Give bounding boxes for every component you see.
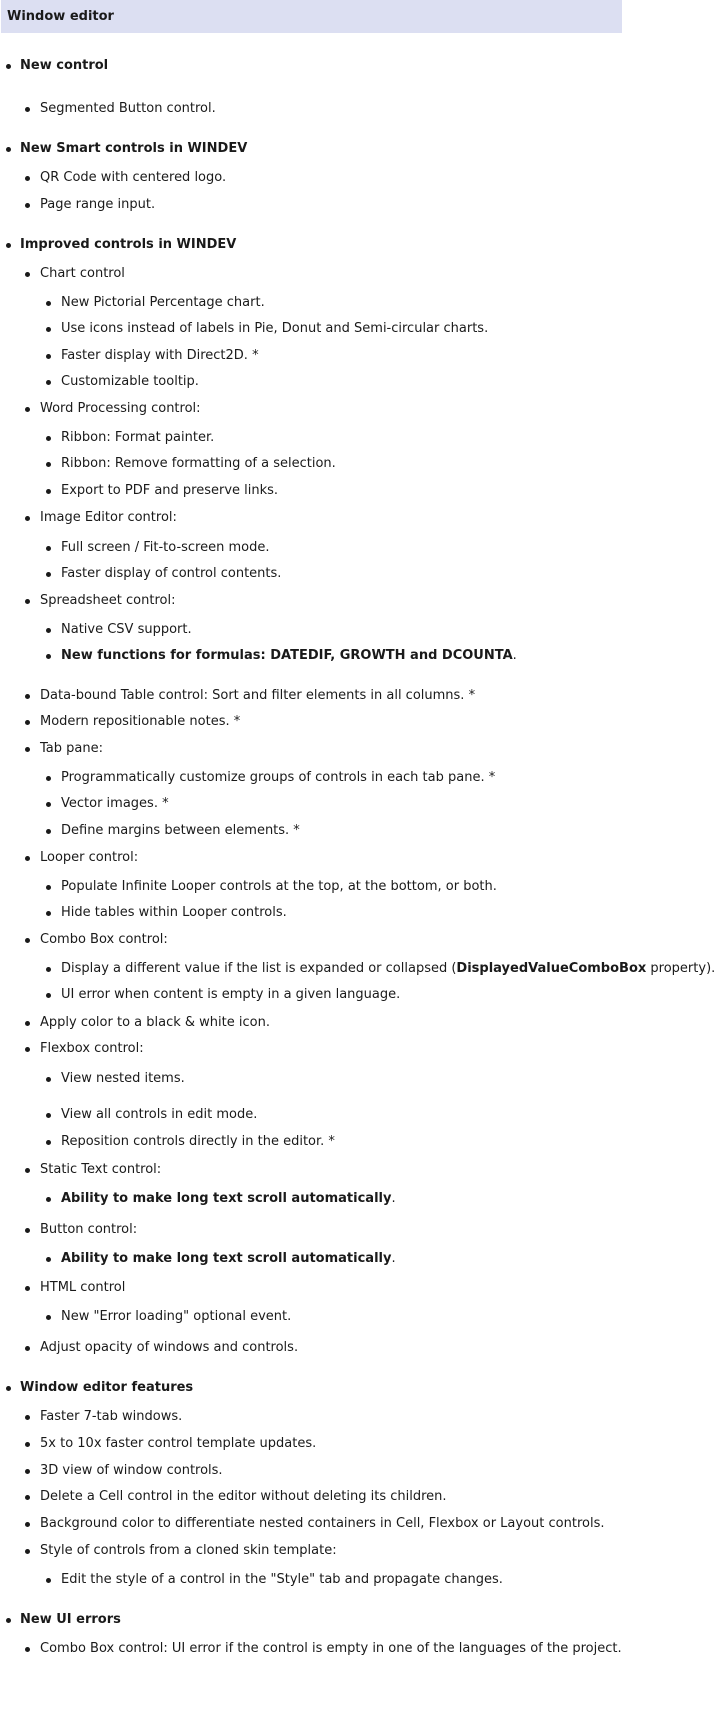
text-run: QR Code with centered logo. <box>40 170 227 185</box>
bullet-icon <box>25 1442 30 1447</box>
emphasis-text: New functions for formulas: DATEDIF, GROWTH and DCOUNTA <box>61 648 513 663</box>
text-run: Flexbox control: <box>40 1041 144 1056</box>
text-run: Page range input. <box>40 197 156 212</box>
text-run: Combo Box control: UI error if the control is empty in one of the languages of the project. <box>40 1641 622 1656</box>
text-run: Adjust opacity of windows and controls. <box>40 1340 299 1355</box>
bullet-icon <box>46 301 51 306</box>
list-item-text <box>40 168 226 188</box>
list-item-text <box>40 1278 125 1298</box>
list-item-text <box>40 1039 144 1059</box>
text-run: Combo Box control: <box>40 932 168 947</box>
text-run: Static Text control: <box>40 1162 162 1177</box>
bullet-icon <box>25 694 30 699</box>
page-title: Window editor <box>1 0 622 33</box>
text-run: 3D view of window controls. <box>40 1463 223 1478</box>
list-item-text <box>40 1220 137 1240</box>
list-item-text <box>61 1069 185 1089</box>
list-item-text <box>61 319 488 339</box>
list-item-text <box>40 591 175 611</box>
list-item-text <box>40 1461 223 1481</box>
emphasis-text: Ability to make long text scroll automatically <box>61 1251 392 1266</box>
list-item-text <box>40 930 168 950</box>
list-item-text <box>40 1160 161 1180</box>
text-run: Define margins between elements. * <box>61 823 300 838</box>
bullet-icon <box>25 1228 30 1233</box>
text-run: Data-bound Table control: Sort and filter elements in all columns. * <box>40 688 476 703</box>
list-item-text <box>61 768 495 788</box>
bullet-icon <box>46 572 51 577</box>
list-item-text <box>61 428 214 448</box>
list-item-text <box>61 877 497 897</box>
bullet-icon <box>46 327 51 332</box>
bullet-icon <box>25 516 30 521</box>
list-item-text <box>40 1338 298 1358</box>
bullet-icon <box>46 1315 51 1320</box>
text-run: Faster display of control contents. <box>61 566 282 581</box>
text-run: New Smart controls in WINDEV <box>20 141 248 156</box>
bullet-icon <box>6 64 11 69</box>
bullet-icon <box>25 407 30 412</box>
bullet-icon <box>46 967 51 972</box>
bullet-icon <box>25 599 30 604</box>
bullet-icon <box>25 1495 30 1500</box>
bullet-icon <box>46 1077 51 1082</box>
bullet-icon <box>25 1286 30 1291</box>
bullet-icon <box>25 1647 30 1652</box>
bullet-icon <box>25 107 30 112</box>
bullet-icon <box>46 776 51 781</box>
bullet-icon <box>46 1197 51 1202</box>
text-run: HTML control <box>40 1280 126 1295</box>
list-item-text <box>61 372 199 392</box>
list-item-text <box>20 1610 121 1630</box>
list-item-text <box>40 848 138 868</box>
text-run: Populate Infinite Looper controls at the top, at the bottom, or both. <box>61 879 497 894</box>
bullet-icon <box>46 462 51 467</box>
text-run: Improved controls in WINDEV <box>20 237 237 252</box>
text-run: New UI errors <box>20 1612 121 1627</box>
text-run: Native CSV support. <box>61 622 192 637</box>
bullet-icon <box>25 176 30 181</box>
bullet-icon <box>25 1522 30 1527</box>
list-item-text <box>61 564 281 584</box>
list-item-text <box>61 794 169 814</box>
list-item-text <box>40 399 201 419</box>
text-run: Apply color to a black & white icon. <box>40 1015 270 1030</box>
bullet-icon <box>46 1257 51 1262</box>
text-run: Full screen / Fit-to-screen mode. <box>61 540 270 555</box>
bullet-icon <box>25 747 30 752</box>
text-run: Ribbon: Format painter. <box>61 430 215 445</box>
list-item-text <box>20 235 236 255</box>
text-run: Faster 7-tab windows. <box>40 1409 183 1424</box>
bullet-icon <box>46 436 51 441</box>
bullet-icon <box>25 272 30 277</box>
bullet-icon <box>46 354 51 359</box>
text-run: Spreadsheet control: <box>40 593 176 608</box>
text-run: Image Editor control: <box>40 510 177 525</box>
text-run: 5x to 10x faster control template updates. <box>40 1436 317 1451</box>
bullet-icon <box>46 1113 51 1118</box>
list-item-text <box>61 821 300 841</box>
list-item-text <box>40 1487 447 1507</box>
bullet-icon <box>25 1549 30 1554</box>
text-run: Window editor features <box>20 1380 194 1395</box>
text-run: Chart control <box>40 266 125 281</box>
list-item-text <box>40 508 177 528</box>
list-item-text <box>40 1514 604 1534</box>
text-run: Modern repositionable notes. * <box>40 714 241 729</box>
bullet-icon <box>25 856 30 861</box>
bullet-icon <box>46 546 51 551</box>
list-item-text <box>61 985 400 1005</box>
bullet-icon <box>25 1346 30 1351</box>
bullet-icon <box>25 938 30 943</box>
text-run: Export to PDF and preserve links. <box>61 483 279 498</box>
list-item-text <box>61 293 265 313</box>
list-item-text <box>61 1132 335 1152</box>
text-run: Reposition controls directly in the editor. * <box>61 1134 335 1149</box>
bullet-icon <box>25 1469 30 1474</box>
bullet-icon <box>25 1415 30 1420</box>
bullet-icon <box>25 720 30 725</box>
list-item-text <box>40 195 155 215</box>
text-run: . <box>512 648 517 663</box>
text-run: Display a different value if the list is expanded or collapsed ( <box>61 961 457 976</box>
text-run: Segmented Button control. <box>40 101 216 116</box>
text-run: New control <box>20 58 109 73</box>
bullet-icon <box>6 1618 11 1623</box>
list-item-text <box>20 56 108 76</box>
list-item-text <box>40 686 475 706</box>
bullet-icon <box>46 654 51 659</box>
bullet-icon <box>46 489 51 494</box>
list-item-text <box>61 1189 396 1209</box>
list-item-text <box>61 646 517 666</box>
text-run: Customizable tooltip. <box>61 374 199 389</box>
emphasis-text: Ability to make long text scroll automatically <box>61 1191 392 1206</box>
text-run: Use icons instead of labels in Pie, Donut and Semi-circular charts. <box>61 321 489 336</box>
text-run: Edit the style of a control in the "Style" tab and propagate changes. <box>61 1572 503 1587</box>
list-item-text <box>40 712 240 732</box>
bullet-icon <box>46 911 51 916</box>
list-item-text <box>40 1541 337 1561</box>
bullet-icon <box>46 802 51 807</box>
bullet-icon <box>6 243 11 248</box>
bullet-icon <box>6 1386 11 1391</box>
list-item-text <box>40 739 103 759</box>
text-run: Looper control: <box>40 850 139 865</box>
text-run: Vector images. * <box>61 796 169 811</box>
list-item-text <box>61 903 287 923</box>
emphasis-text: DisplayedValueComboBox <box>456 961 647 976</box>
text-run: . <box>391 1251 396 1266</box>
list-item-text <box>61 1105 257 1125</box>
text-run: Ribbon: Remove formatting of a selection. <box>61 456 336 471</box>
bullet-icon <box>25 1047 30 1052</box>
list-item-text <box>61 538 269 558</box>
text-run: Delete a Cell control in the editor without deleting its children. <box>40 1489 447 1504</box>
list-item-text <box>61 346 259 366</box>
list-item-text <box>40 99 216 119</box>
bullet-icon <box>46 380 51 385</box>
text-run: . <box>391 1191 396 1206</box>
list-item-text <box>20 1378 193 1398</box>
bullet-icon <box>46 993 51 998</box>
text-run: View nested items. <box>61 1071 185 1086</box>
bullet-icon <box>46 829 51 834</box>
text-run: Hide tables within Looper controls. <box>61 905 287 920</box>
text-run: Programmatically customize groups of controls in each tab pane. * <box>61 770 496 785</box>
bullet-icon <box>46 1578 51 1583</box>
list-item-text <box>61 1249 396 1269</box>
list-item-text <box>61 1570 503 1590</box>
list-item-text <box>61 481 278 501</box>
text-run: Button control: <box>40 1222 138 1237</box>
text-run: New "Error loading" optional event. <box>61 1309 292 1324</box>
text-run: Faster display with Direct2D. * <box>61 348 259 363</box>
text-run: View all controls in edit mode. <box>61 1107 258 1122</box>
list-item-text <box>40 1639 622 1659</box>
bullet-icon <box>25 1021 30 1026</box>
text-run: Word Processing control: <box>40 401 201 416</box>
list-item-text <box>61 620 192 640</box>
text-run: Style of controls from a cloned skin template: <box>40 1543 337 1558</box>
bullet-icon <box>25 1168 30 1173</box>
text-run: UI error when content is empty in a given language. <box>61 987 401 1002</box>
list-item-text <box>61 959 715 979</box>
list-item-text <box>61 454 336 474</box>
list-item-text <box>40 1434 316 1454</box>
bullet-icon <box>25 203 30 208</box>
list-item-text <box>61 1307 291 1327</box>
bullet-icon <box>46 628 51 633</box>
bullet-icon <box>6 147 11 152</box>
text-run: Background color to differentiate nested containers in Cell, Flexbox or Layout controls. <box>40 1516 605 1531</box>
bullet-icon <box>46 885 51 890</box>
text-run: Tab pane: <box>40 741 103 756</box>
list-item-text <box>40 1407 182 1427</box>
list-item-text <box>20 139 247 159</box>
text-run: property). <box>646 961 716 976</box>
bullet-icon <box>46 1140 51 1145</box>
list-item-text <box>40 264 125 284</box>
text-run: New Pictorial Percentage chart. <box>61 295 265 310</box>
list-item-text <box>40 1013 270 1033</box>
